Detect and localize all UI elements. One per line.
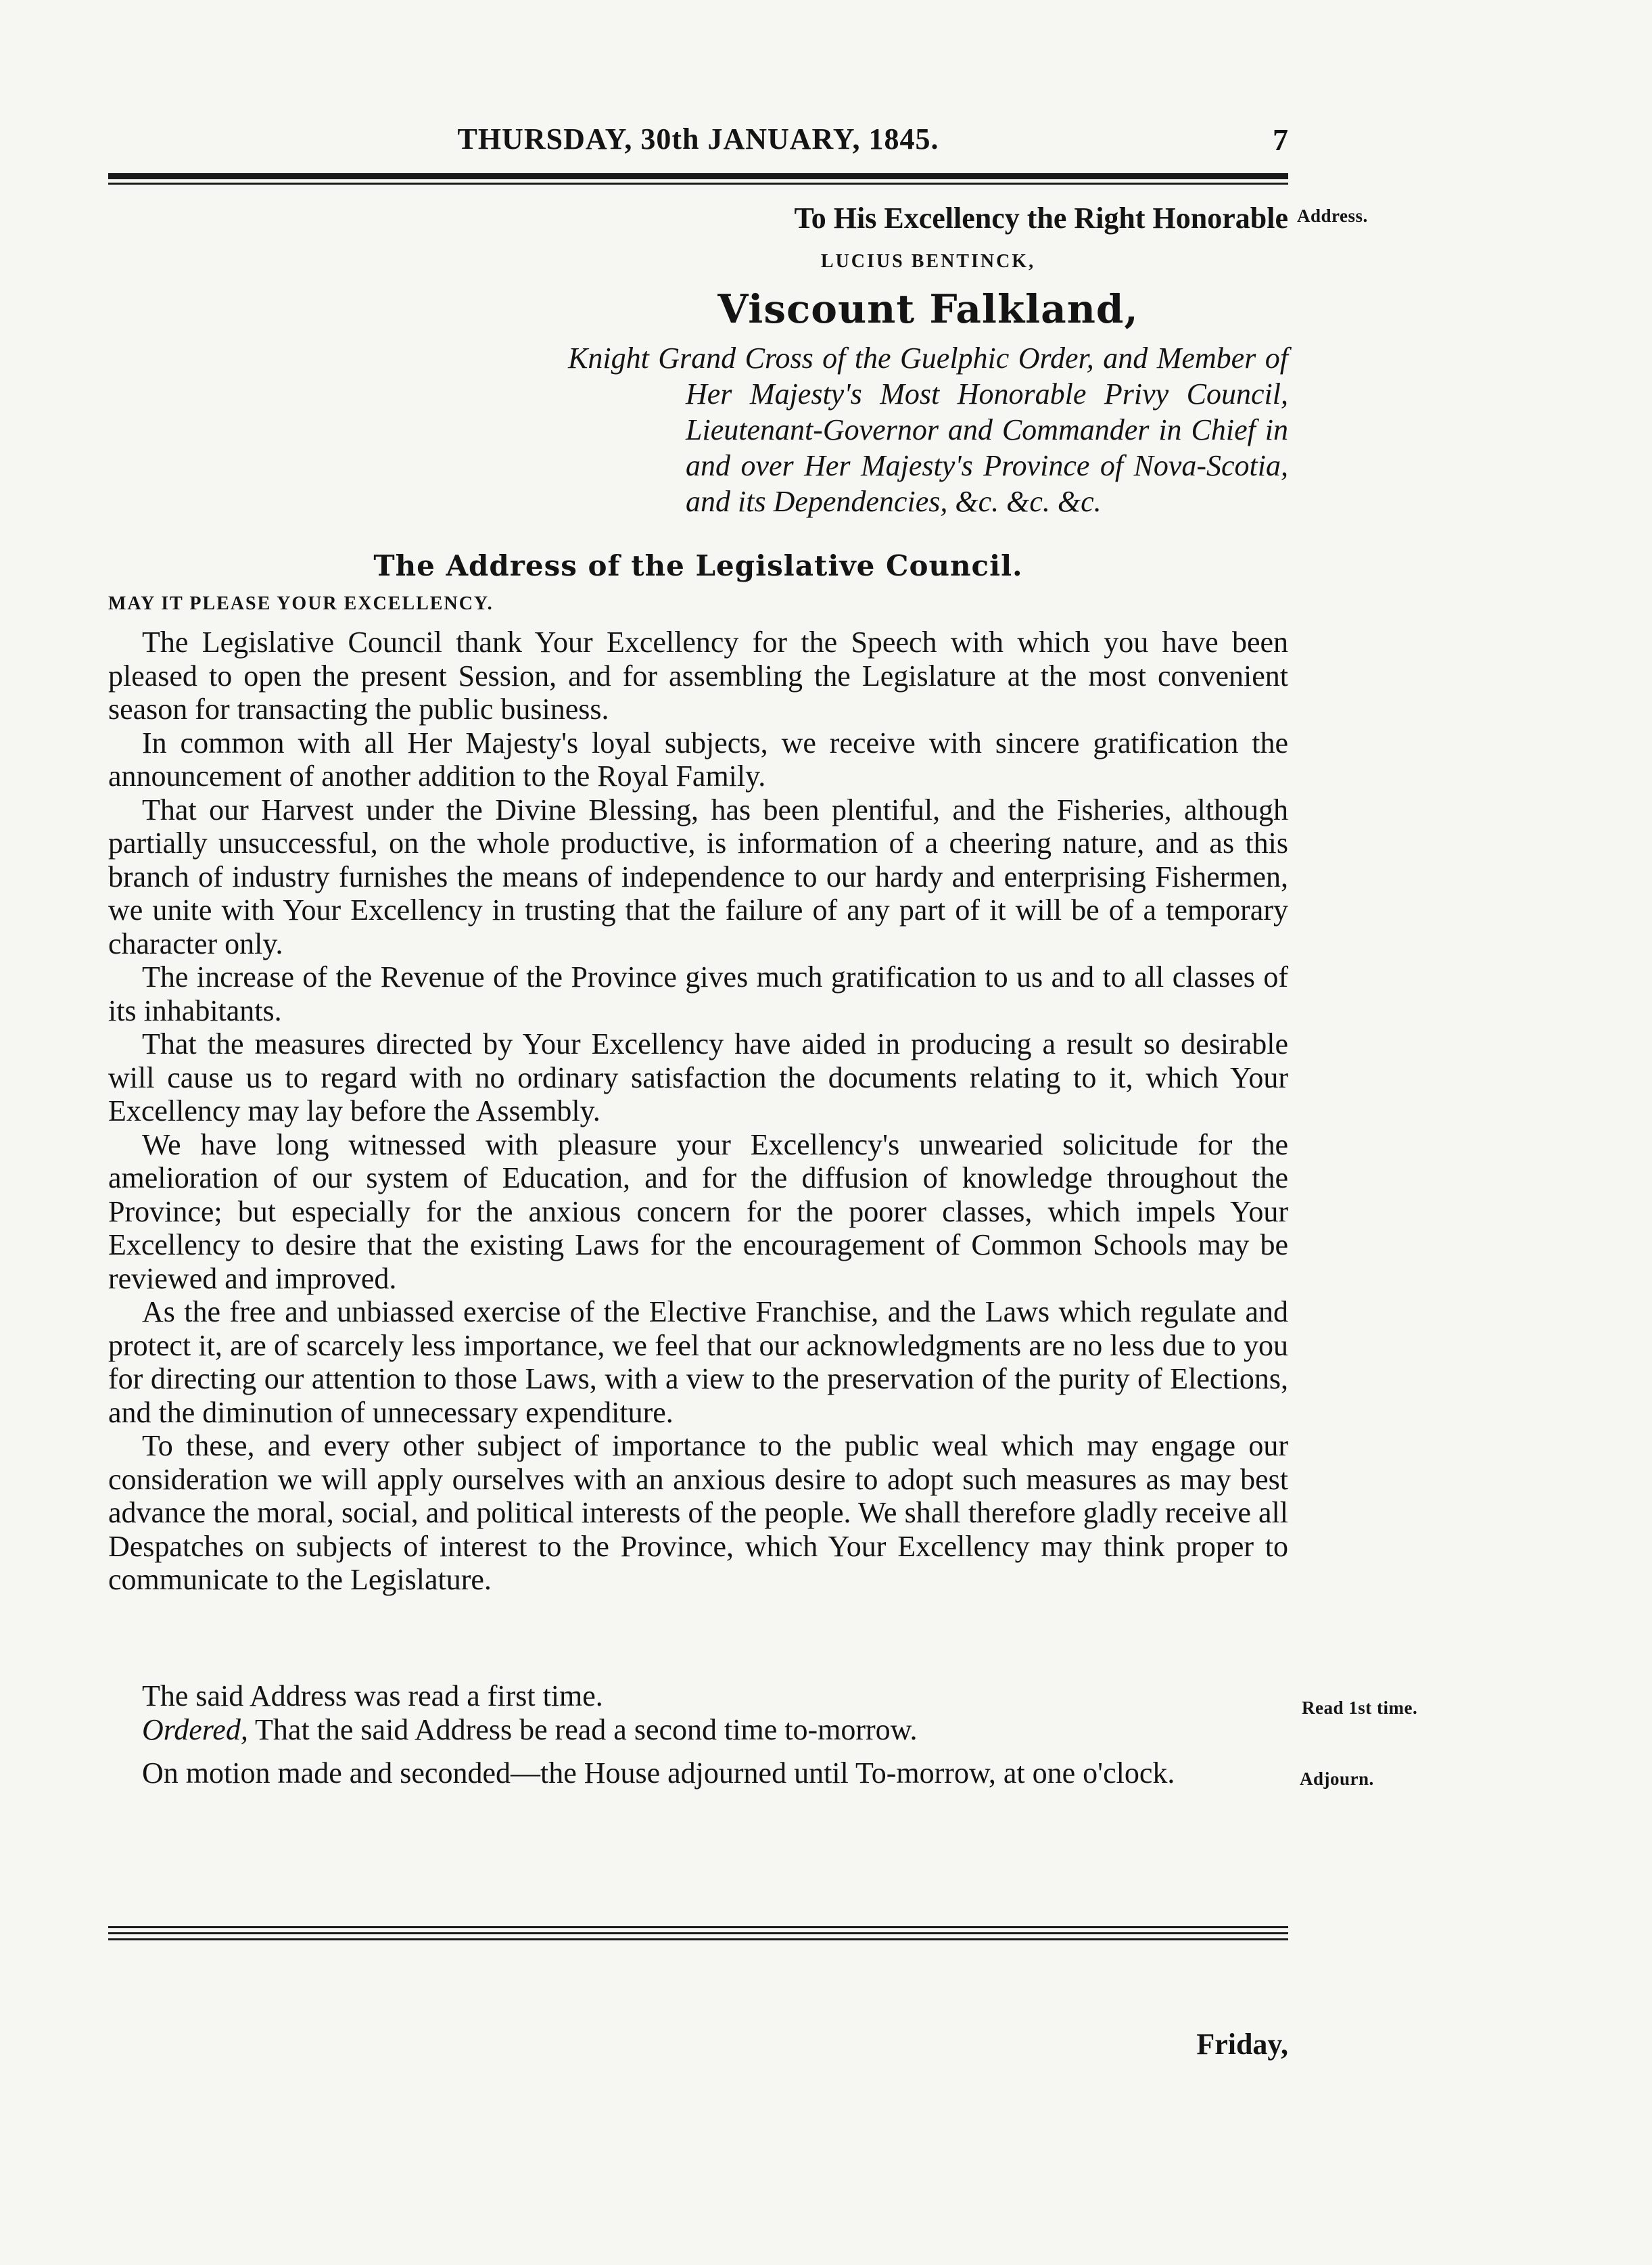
proceedings [108,1679,1288,1790]
footer-rule [108,1923,1288,1940]
catchword: Friday, [1196,2028,1288,2061]
paragraph: The increase of the Revenue of the Province gives much gratification to us and to all classes of its inhabitants. [108,960,1288,1027]
council-heading: The Address of the Legislative Council. [373,549,1023,582]
paragraph: In common with all Her Majesty's loyal subjects, we receive with sincere gratification the announcement of another addition to the Royal Family. [108,726,1288,793]
margin-note-adjourn: Adjourn. [1300,1769,1374,1789]
paragraph: That the measures directed by Your Excellency have aided in producing a result so desirable will cause us to regard with no ordinary satisfaction the documents relating to it, which Your Excellency may lay before the Assembly. [108,1027,1288,1127]
recipient-titles: Knight Grand Cross of the Guelphic Order, and Member of Her Majesty's Most Honorable Privy Council, Lieutenant-Governor and Commander in Chief in and over Her Majesty's Province of Nova-Scotia, and its Dependencies, &c. &c. &c. [568,342,1288,518]
header-date: THURSDAY, 30th JANUARY, 1845. [457,122,939,156]
paragraph: The Legislative Council thank Your Excellency for the Speech with which you have been pleased to open the present Session, and for assembling the Legislature at the most convenient season for transacting the public business. [108,626,1288,726]
address-body [108,626,1288,1597]
margin-note-address: Address. [1297,206,1368,226]
header-rule [108,173,1288,185]
read-first-entry: The said Address was read a first time. [142,1679,603,1712]
recipient-name: LUCIUS BENTINCK, [820,251,1036,272]
ordered-word: Ordered, [142,1712,248,1746]
recipient-title: Viscount Falkland, [717,286,1139,332]
ordered-entry [108,1713,1288,1747]
paragraph: As the free and unbiassed exercise of the Elective Franchise, and the Laws which regulate and protect it, are of scarcely less importance, we feel that our acknowledgments are no less due to you for directing our attention to those Laws, with a view to the preservation of the purity of Elections, and the diminution of unnecessary expenditure. [108,1295,1288,1429]
page-number: 7 [1273,122,1288,157]
salutation: To His Excellency the Right Honorable [794,202,1288,235]
running-head [108,122,1288,162]
margin-note-read: Read 1st time. [1302,1698,1418,1718]
address-block [568,200,1288,519]
paragraph: To these, and every other subject of importance to the public weal which may engage our consideration we will apply ourselves with an anxious desire to adopt such measures as may best advance the moral, social, and political interests of the people. We shall therefore gladly receive all Despatches on subjects of interest to the Province, which Your Excellency may think proper to communicate to the Legislature. [108,1429,1288,1596]
opening-formula: MAY IT PLEASE YOUR EXCELLENCY. [108,593,494,614]
adjourn-entry: On motion made and seconded—the House adjourned until To-morrow, at one o'clock. [142,1756,1175,1790]
paragraph: We have long witnessed with pleasure your Excellency's unwearied solicitude for the amelioration of our system of Education, and for the diffusion of knowledge throughout the Province; but especially for the anxious concern for the poorer classes, which impels Your Excellency to desire that the existing Laws for the encouragement of Common Schools may be reviewed and improved. [108,1127,1288,1295]
ordered-text: That the said Address be read a second time to-morrow. [247,1712,918,1746]
paragraph: That our Harvest under the Divine Blessing, has been plentiful, and the Fisheries, although partially unsuccessful, on the whole productive, is information of a cheering nature, and as this branch of industry furnishes the means of independence to our hardy and enterprising Fishermen, we unite with Your Excellency in trusting that the failure of any part of it will be of a temporary character only. [108,793,1288,960]
